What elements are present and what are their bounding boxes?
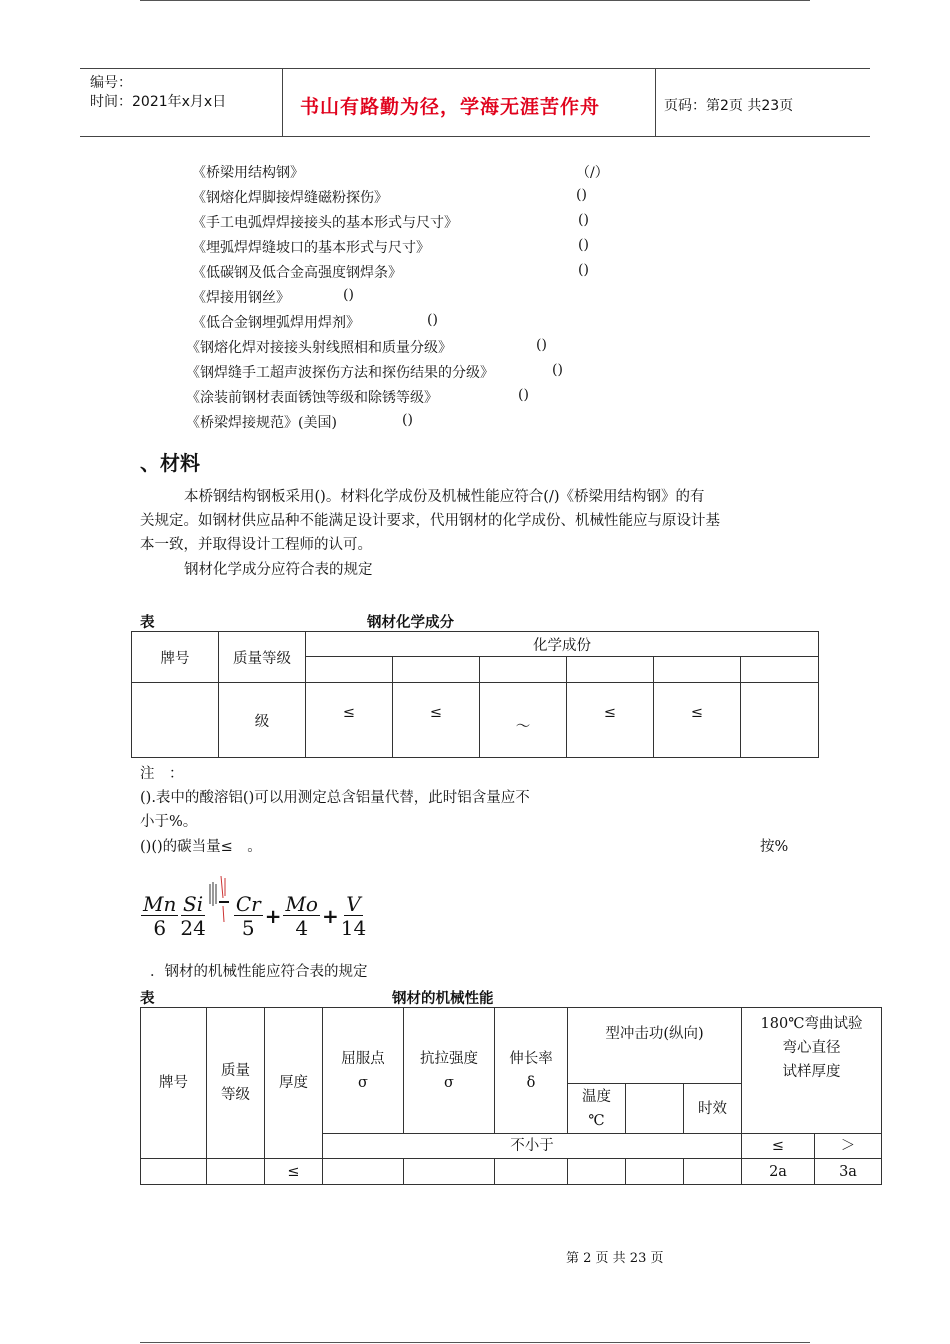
- header-divider: [282, 68, 283, 136]
- list-item: 《钢焊缝手工超声波探伤方法和探伤结果的分级》: [186, 365, 494, 381]
- table-cell: [132, 683, 219, 758]
- table-cell: ≤: [265, 1159, 323, 1185]
- table-cell: [404, 1159, 495, 1185]
- doc-number-label: 编号：: [90, 75, 132, 91]
- table-cell: 3a: [815, 1159, 882, 1185]
- list-item-code: (): [536, 337, 547, 353]
- col-header-quality: 质量 等级: [207, 1008, 265, 1159]
- col-header-grade: 牌号: [132, 632, 219, 683]
- col-header-tensile: 抗拉强度 σ: [404, 1008, 495, 1134]
- paragraph-line: 关规定。如钢材供应品种不能满足设计要求，代用钢材的化学成份、机械性能应与原设计基: [140, 513, 720, 529]
- col-header-yield: 屈服点 σ: [323, 1008, 404, 1134]
- table-cell: [626, 1084, 684, 1134]
- doc-time-label: 时间：2021年x月x日: [90, 94, 227, 110]
- table-caption-prefix: 表: [140, 615, 155, 631]
- formula-operator: +: [264, 904, 282, 928]
- table-cell: [567, 657, 654, 683]
- col-header-quality: 质量等级: [219, 632, 306, 683]
- list-item: 《桥梁用结构钢》: [192, 165, 304, 181]
- formula-glitch-icon: [207, 874, 233, 930]
- note-line: ()()的碳当量≤ 。: [140, 839, 262, 855]
- table-cell: ≤: [742, 1134, 815, 1159]
- note-line: ().表中的酸溶铝()可以用测定总含铝量代替，此时铝含量应不: [140, 790, 530, 806]
- list-item: 《涂装前钢材表面锈蚀等级和除锈等级》: [186, 390, 438, 406]
- top-rule: [140, 0, 810, 1]
- list-item-code: (): [427, 312, 438, 328]
- table-row: [141, 1159, 882, 1185]
- list-item: 《低合金钢埋弧焊用焊剂》: [192, 315, 360, 331]
- col-header-temp: 温度 ℃: [568, 1084, 626, 1134]
- list-item: 《钢熔化焊对接接头射线照相和质量分级》: [186, 340, 452, 356]
- formula-term: $\frac{Mo}{4}$: [285, 891, 318, 940]
- col-header-impact: 型冲击功(纵向): [568, 1008, 742, 1084]
- table-cell: [495, 1159, 568, 1185]
- table-caption: 钢材的机械性能: [392, 991, 494, 1007]
- bottom-rule: [140, 1342, 810, 1343]
- table-cell: [141, 1159, 207, 1185]
- motto: 书山有路勤为径，学海无涯苦作舟: [300, 96, 601, 118]
- list-item-code: (): [402, 412, 413, 428]
- list-item-code: (): [552, 362, 563, 378]
- col-header-elongation: 伸长率 δ: [495, 1008, 568, 1134]
- table-cell: [323, 1159, 404, 1185]
- table-cell: [480, 657, 567, 683]
- list-item: 《手工电弧焊焊接接头的基本形式与尺寸》: [192, 215, 458, 231]
- list-item: 《桥梁焊接规范》(美国): [186, 415, 337, 431]
- table-cell: [306, 657, 393, 683]
- table-cell: [741, 657, 819, 683]
- formula-term: $\frac{Mn}{6}$: [143, 891, 177, 940]
- table-cell: 级: [219, 683, 306, 758]
- note-label: 注 ：: [140, 766, 184, 782]
- carbon-equivalent-formula: [140, 888, 367, 944]
- list-item-code: (): [578, 237, 589, 253]
- table-cell: ≤: [654, 683, 741, 758]
- formula-term: $\frac{Si}{24}$: [180, 891, 206, 940]
- col-header-grade: 牌号: [141, 1008, 207, 1159]
- list-item: 《钢熔化焊脚接焊缝磁粉探伤》: [192, 190, 388, 206]
- table-cell: [684, 1159, 742, 1185]
- col-header-aging: 时效: [684, 1084, 742, 1134]
- table-cell: ～: [480, 683, 567, 758]
- chemical-composition-table: [131, 631, 819, 758]
- table-caption: 钢材化学成分: [367, 615, 454, 631]
- note-line-right: 按%: [760, 839, 789, 855]
- col-header-chem: 化学成份: [306, 632, 819, 657]
- table-cell: [207, 1159, 265, 1185]
- list-item: 《焊接用钢丝》: [192, 290, 290, 306]
- list-item-code: (): [343, 287, 354, 303]
- page-indicator: 页码：第2页 共23页: [664, 98, 794, 114]
- col-header-bend: 180℃弯曲试验 弯心直径 试样厚度: [742, 1008, 882, 1134]
- mechanical-properties-table: [140, 1007, 882, 1185]
- list-item-code: (): [578, 212, 589, 228]
- formula-term: $\frac{Cr}{5}$: [235, 891, 261, 940]
- list-item-code: (): [578, 262, 589, 278]
- table-cell: [568, 1159, 626, 1185]
- paragraph-line: 本桥钢结构钢板采用()。材料化学成份及机械性能应符合(/)《桥梁用结构钢》的有: [184, 489, 705, 505]
- list-item: 《低碳钢及低合金高强度钢焊条》: [192, 265, 402, 281]
- formula-term: $\frac{V}{14}$: [340, 891, 367, 940]
- paragraph-line: 本一致，并取得设计工程师的认可。: [140, 537, 372, 553]
- paragraph-line: 钢材化学成分应符合表的规定: [184, 562, 373, 578]
- paragraph-line: ．钢材的机械性能应符合表的规定: [150, 964, 368, 980]
- not-less-than-label: 不小于: [323, 1134, 742, 1159]
- table-cell: ≤: [567, 683, 654, 758]
- list-item-code: (): [576, 187, 587, 203]
- section-title: 、材料: [140, 451, 200, 475]
- header-divider: [655, 68, 656, 136]
- formula-operator: +: [321, 904, 339, 928]
- page-footer: 第 2 页 共 23 页: [566, 1251, 664, 1266]
- list-item-code: （/）: [576, 165, 609, 181]
- table-cell: ＞: [815, 1134, 882, 1159]
- table-cell: ≤: [306, 683, 393, 758]
- table-cell: 2a: [742, 1159, 815, 1185]
- table-cell: [626, 1159, 684, 1185]
- list-item-code: (): [518, 387, 529, 403]
- table-caption-prefix: 表: [140, 991, 155, 1007]
- table-cell: [393, 657, 480, 683]
- table-cell: ≤: [393, 683, 480, 758]
- col-header-thickness: 厚度: [265, 1008, 323, 1159]
- table-cell: [741, 683, 819, 758]
- table-cell: [654, 657, 741, 683]
- list-item: 《埋弧焊焊缝坡口的基本形式与尺寸》: [192, 240, 430, 256]
- note-line: 小于%。: [140, 814, 198, 830]
